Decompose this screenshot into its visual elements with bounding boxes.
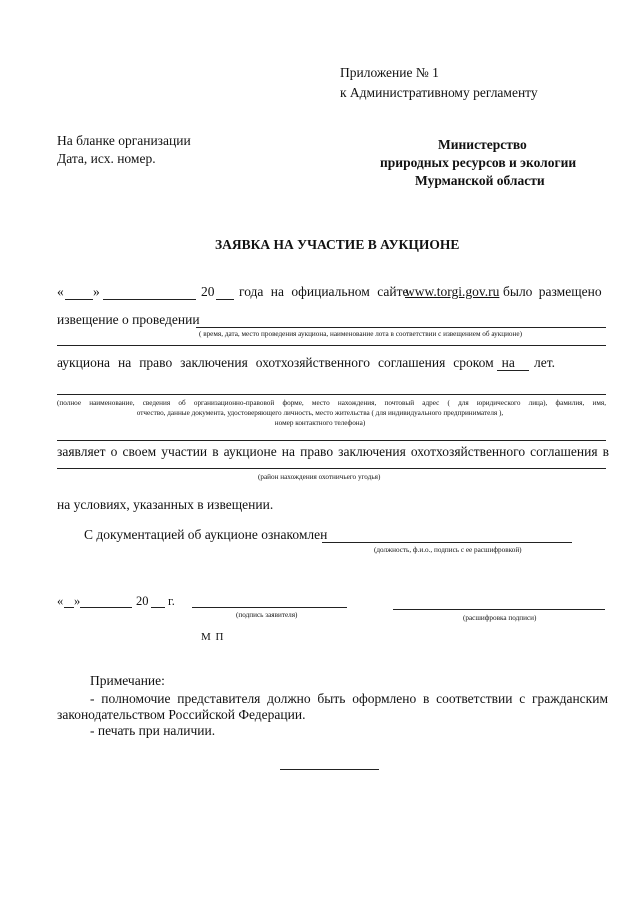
applicant-blank[interactable] xyxy=(57,394,606,395)
applicant-signature-blank[interactable] xyxy=(192,607,347,608)
hunting-area-caption: (район нахождения охотничьего угодья) xyxy=(258,473,381,481)
addressee-line3: Мурманской области xyxy=(415,173,545,188)
years-label: лет. xyxy=(534,355,555,370)
term-years-blank[interactable] xyxy=(497,370,529,371)
applicant-caption-2: отчество, данные документа, удостоверяющего личность, место жительства ( для индивидуального предпринимателя ), xyxy=(136,409,504,417)
torgi-link[interactable]: www.torgi.gov.ru xyxy=(405,284,500,299)
signature-decode-blank[interactable] xyxy=(393,609,605,610)
month-blank[interactable] xyxy=(103,299,196,300)
note-item-2: - печать при наличии. xyxy=(90,723,216,738)
notice-continuation-blank[interactable] xyxy=(57,345,606,346)
applicant-continuation-blank[interactable] xyxy=(57,440,606,441)
sign-month-blank[interactable] xyxy=(80,607,132,608)
letterhead-note: На бланке организации xyxy=(57,133,191,148)
sign-year-prefix: 20 xyxy=(136,594,149,608)
hunting-area-blank[interactable] xyxy=(57,468,606,469)
day-blank[interactable] xyxy=(65,299,93,300)
familiar-caption: (должность, ф.и.о., подпись с ее расшифровкой) xyxy=(374,546,522,554)
date-number-note: Дата, исх. номер. xyxy=(57,151,156,166)
signature-decode-caption: (расшифровка подписи) xyxy=(463,614,537,622)
note-item-1-line-2: законодательством Российской Федерации. xyxy=(57,707,306,722)
appendix-number: Приложение № 1 xyxy=(340,65,439,80)
addressee-line1: Министерство xyxy=(438,137,527,152)
notice-caption: ( время, дата, место проведения аукциона, наименование лота в соответствии с извещением об аукционе) xyxy=(199,330,522,338)
conditions-text: на условиях, указанных в извещении. xyxy=(57,497,274,512)
sign-year-suffix: г. xyxy=(168,594,175,608)
appendix-reference: к Административному регламенту xyxy=(340,85,538,100)
note-item-1-line-1: - полномочие представителя должно быть оформлено в соответствии с гражданским xyxy=(90,691,608,706)
site-phrase: года на официальном сайте xyxy=(239,284,409,299)
sign-day-blank[interactable] xyxy=(64,607,74,608)
notice-label: извещение о проведении xyxy=(57,312,200,327)
bottom-separator xyxy=(280,769,379,770)
auction-term-text: аукциона на право заключения охотхозяйственного соглашения сроком на xyxy=(57,355,515,370)
year-blank[interactable] xyxy=(216,299,234,300)
posted-phrase: было размещено xyxy=(503,284,602,299)
year-prefix: 20 xyxy=(201,284,215,299)
declares-text: заявляет о своем участии в аукционе на право заключения охотхозяйственного соглашения в xyxy=(57,444,609,459)
document-title: ЗАЯВКА НА УЧАСТИЕ В АУКЦИОНЕ xyxy=(215,237,460,252)
stamp-place: М П xyxy=(201,631,225,643)
note-heading: Примечание: xyxy=(90,673,165,688)
notice-blank[interactable] xyxy=(196,327,606,328)
applicant-signature-caption: (подпись заявителя) xyxy=(236,611,298,619)
sign-year-blank[interactable] xyxy=(151,607,165,608)
date-open-quote: « xyxy=(57,284,64,299)
documentation-familiar-text: С документацией об аукционе ознакомлен xyxy=(84,527,328,542)
applicant-caption-3: номер контактного телефона) xyxy=(274,419,366,427)
addressee-line2: природных ресурсов и экологии xyxy=(380,155,577,170)
date-close-quote: » xyxy=(93,284,100,299)
sign-date-close-quote: » xyxy=(74,594,81,608)
sign-date-open-quote: « xyxy=(57,594,64,608)
familiar-signature-blank[interactable] xyxy=(322,542,572,543)
applicant-caption-1: (полное наименование, сведения об организационно-правовой форме, место нахождения, почтовый адрес ( для юридического лица), фамилия, имя, xyxy=(57,399,606,407)
